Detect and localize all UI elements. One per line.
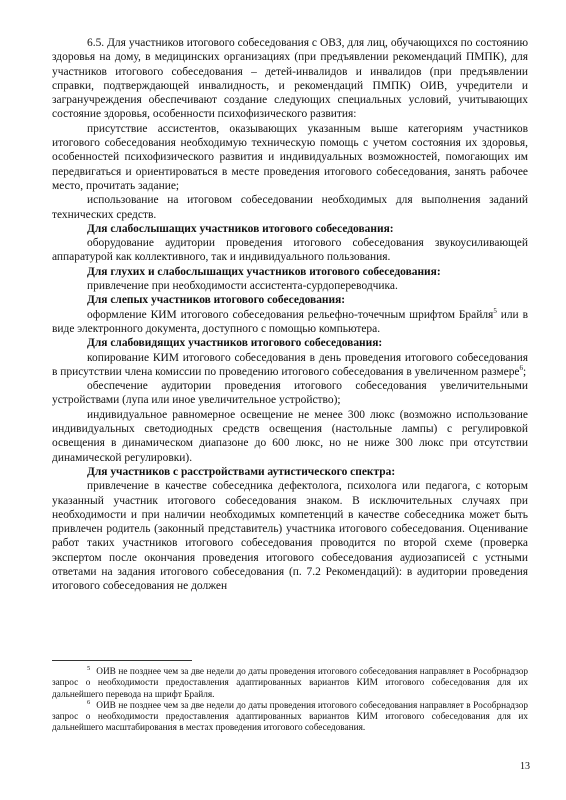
paragraph: оборудование аудитории проведения итогового собеседования звукоусиливающей аппаратурой как коллективного, так и индивидуального пользования. xyxy=(52,237,528,264)
section-heading: Для глухих и слабослышащих участников итогового собеседования: xyxy=(87,265,441,278)
paragraph xyxy=(52,351,528,380)
paragraph: привлечение в качестве собеседника дефектолога, психолога или педагога, с которым указанный участник итогового собеседования знаком. В исключительных случаях при необходимости и при наличии необходимых компетенций в качестве собеседника может быть привлечен родитель (законный представитель) участника итогового собеседования. Оценивание работ таких участников итогового собеседования проводится по второй схеме (проверка экспертом после окончания проведения итогового собеседования аудиозаписей с устными ответами на задания итогового собеседования (п. 7.2 Рекомендаций): в аудитории проведения итогового собеседования не должен xyxy=(52,480,528,593)
paragraph: 6.5. Для участников итогового собеседования с ОВЗ, для лиц, обучающихся по состоянию здоровья на дому, в медицинских организациях (при предъявлении рекомендаций ПМПК), для участников итогового собеседования – детей-инвалидов и инвалидов (при предъявлении справки, подтверждающей инвалидность, и рекомендаций ПМПК) ОИВ, учредители и загранучреждения обеспечивают создание следующих специальных условий, учитывающих состояние здоровья, особенности психофизического развития: xyxy=(52,37,528,121)
footnote-separator xyxy=(52,660,192,661)
paragraph-text: оформление КИМ итогового собеседования рельефно-точечным шрифтом Брайля xyxy=(87,308,494,321)
paragraph: обеспечение аудитории проведения итогового собеседования увеличительными устройствами (лупа или иное увеличительное устройство); xyxy=(52,380,528,407)
footnote-mark: 6 xyxy=(87,698,91,706)
footnote-text: ОИВ не позднее чем за две недели до даты проведения итогового собеседования направляет в Рособрнадзор запрос о необходимости предоставления адаптированных вариантов КИМ итогового собеседования для их дальнейшего перевода на шрифт Брайля. xyxy=(52,667,528,700)
body-text xyxy=(52,36,528,594)
footnote-mark: 5 xyxy=(87,664,91,672)
footnote xyxy=(52,698,528,735)
footnote-text: ОИВ не позднее чем за две недели до даты проведения итогового собеседования направляет в Рособрнадзор запрос о необходимости предоставления адаптированных вариантов КИМ итогового собеседования для их дальнейшего масштабирования в местах проведения итогового собеседования. xyxy=(52,700,528,734)
paragraph: индивидуальное равномерное освещение не менее 300 люкс (возможно использование индивидуальных светодиодных средств освещения (настольные лампы) с регулировкой освещения в динамическом диапазоне до 600 люкс, но не ниже 300 люкс при отсутствии динамической регулировки). xyxy=(52,408,528,464)
footnote-reference[interactable]: 5 xyxy=(493,306,497,315)
footnotes xyxy=(52,664,528,735)
paragraph: присутствие ассистентов, оказывающих указанным выше категориям участников итогового собеседования необходимую техническую помощь с учетом состояния их здоровья, особенностей психофизического развития и индивидуальных возможностей, помогающих им передвигаться и ориентироваться в месте проведения итогового собеседования, занять рабочее место, прочитать задание; xyxy=(52,122,528,192)
footnote-reference[interactable]: 6 xyxy=(519,364,523,373)
section-heading: Для слабослышащих участников итогового собеседования: xyxy=(87,222,394,235)
footnote xyxy=(52,664,528,701)
section-heading: Для слепых участников итогового собеседования: xyxy=(87,294,346,307)
paragraph-text: или в виде электронного документа, доступного с помощью компьютера. xyxy=(52,308,528,335)
paragraph-text: копирование КИМ итогового собеседования в день проведения итогового собеседования в присутствии члена комиссии по проведению итогового собеседования в увеличенном размере xyxy=(52,351,528,378)
paragraph: привлечение при необходимости ассистента-сурдопереводчика. xyxy=(87,280,398,293)
paragraph xyxy=(52,308,528,337)
section-heading: Для участников с расстройствами аутистического спектра: xyxy=(87,465,396,478)
paragraph: использование на итоговом собеседовании необходимых для выполнения заданий технических средств. xyxy=(52,194,528,221)
section-heading: Для слабовидящих участников итогового собеседования: xyxy=(87,337,383,350)
page-number: 13 xyxy=(520,761,530,772)
paragraph-text: ; xyxy=(523,365,527,378)
